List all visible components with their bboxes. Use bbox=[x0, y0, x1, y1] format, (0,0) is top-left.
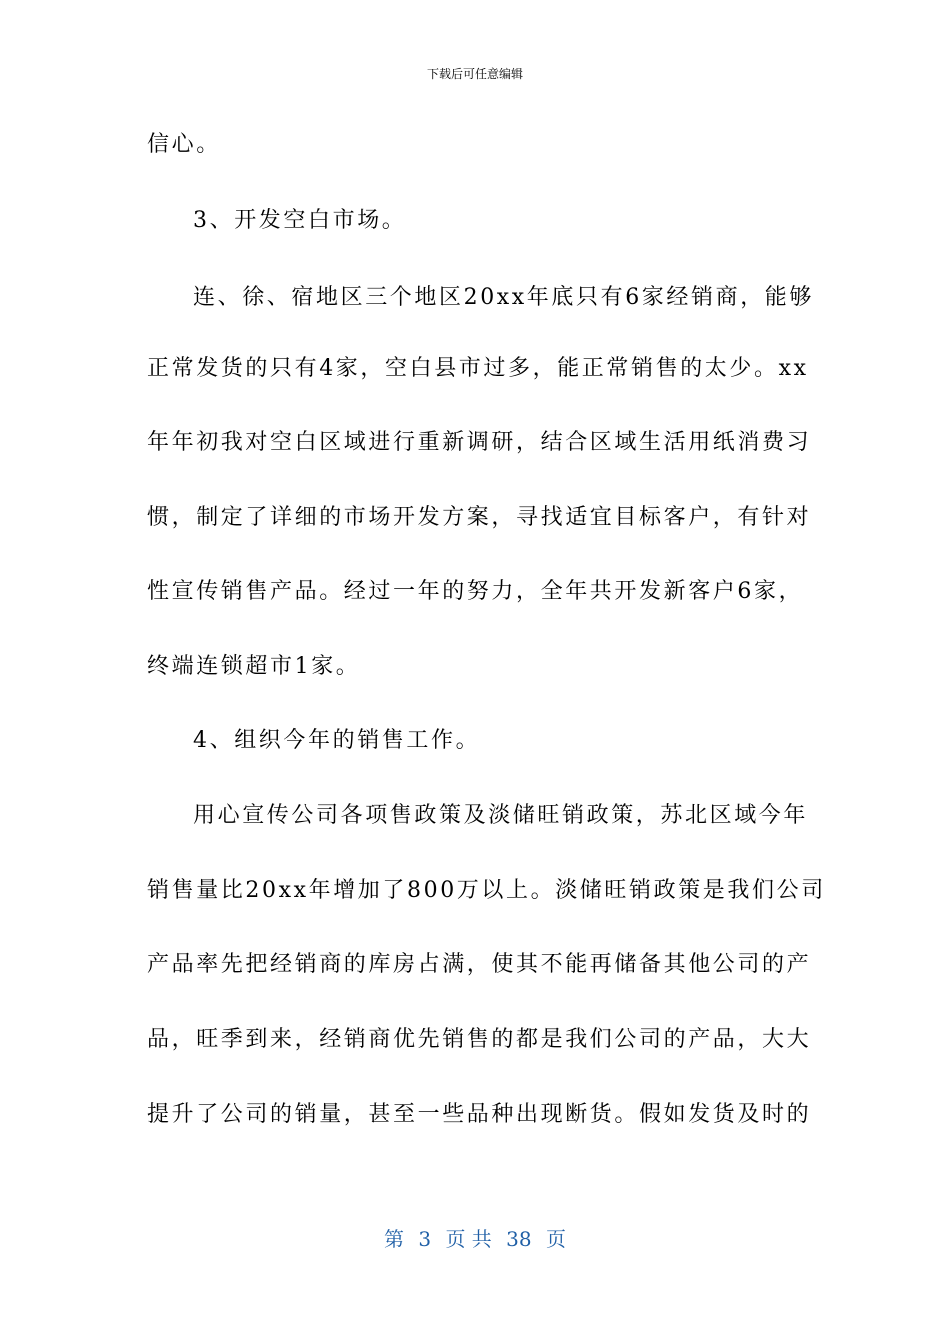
text-line: 终端连锁超市1家。 bbox=[147, 654, 361, 679]
footer-prefix: 第 bbox=[384, 1227, 404, 1251]
page-footer bbox=[0, 1225, 950, 1253]
text-line: 提升了公司的销量，甚至一些品种出现断货。假如发货及时的 bbox=[147, 1102, 812, 1127]
text-line: 正常发货的只有4家，空白县市过多，能正常销售的太少。xx bbox=[147, 356, 809, 381]
text-line: 性宣传销售产品。经过一年的努力，全年共开发新客户6家， bbox=[147, 579, 804, 604]
text-line: 产品率先把经销商的库房占满，使其不能再储备其他公司的产 bbox=[147, 952, 812, 977]
text-line: 品，旺季到来，经销商优先销售的都是我们公司的产品，大大 bbox=[147, 1027, 812, 1052]
text-line: 销售量比20xx年增加了800万以上。淡储旺销政策是我们公司 bbox=[147, 878, 826, 903]
text-line: 连、徐、宿地区三个地区20xx年底只有6家经销商，能够 bbox=[193, 285, 815, 310]
footer-suffix: 页 bbox=[545, 1227, 566, 1251]
section-heading: 3、开发空白市场。 bbox=[193, 208, 407, 233]
footer-mid: 页 共 bbox=[445, 1227, 492, 1251]
footer-current-page: 3 bbox=[418, 1227, 432, 1251]
text-line: 用心宣传公司各项售政策及淡储旺销政策，苏北区域今年 bbox=[193, 803, 809, 828]
section-heading: 4、组织今年的销售工作。 bbox=[193, 728, 481, 753]
text-line: 年年初我对空白区域进行重新调研，结合区域生活用纸消费习 bbox=[147, 430, 812, 455]
footer-total-pages: 38 bbox=[506, 1227, 532, 1251]
page-header-note: 下载后可任意编辑 bbox=[426, 67, 523, 81]
text-line: 信心。 bbox=[147, 132, 221, 157]
text-line: 惯，制定了详细的市场开发方案，寻找适宜目标客户，有针对 bbox=[147, 505, 812, 530]
